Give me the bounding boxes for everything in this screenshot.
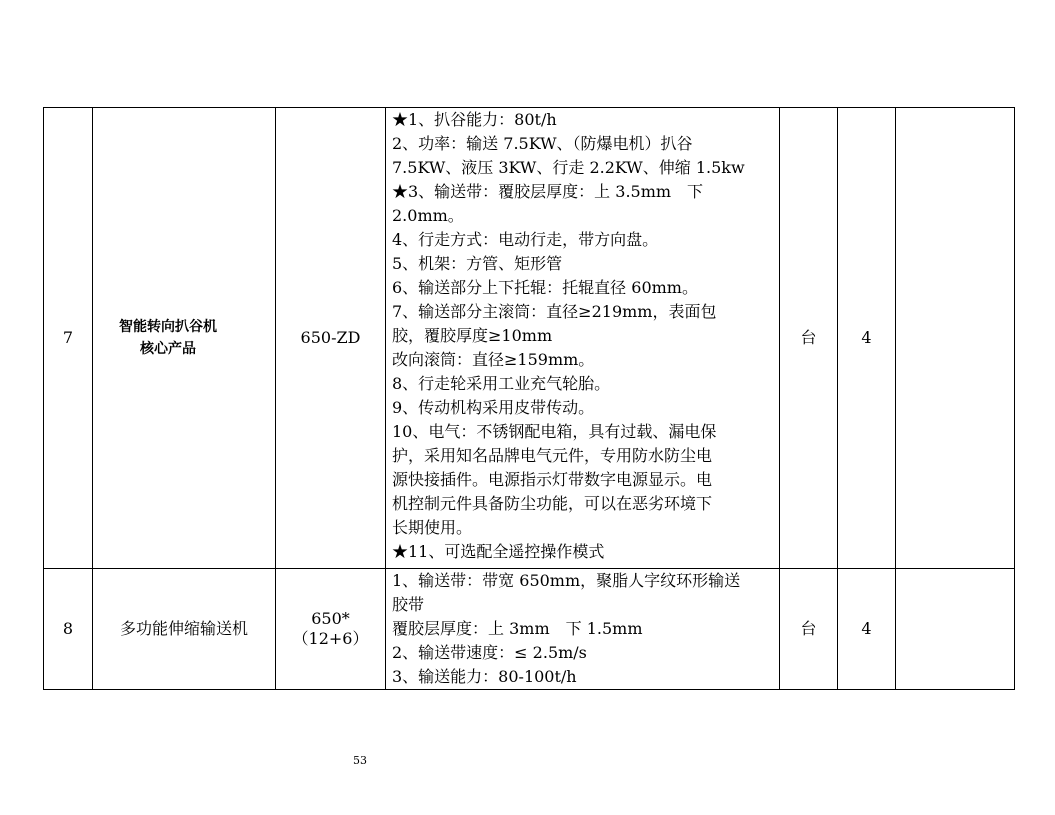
spec-line: 8、行走轮采用工业充气轮胎。 [392, 374, 611, 393]
product-name [93, 108, 276, 569]
spec-line: 护，采用知名品牌电气元件，专用防水防尘电 [392, 446, 713, 465]
model-line: 650* [311, 609, 350, 628]
spec-line: 6、输送部分上下托辊：托辊直径 60mm。 [392, 278, 698, 297]
row-index: 7 [44, 108, 93, 569]
page-number: 53 [353, 754, 367, 767]
spec-line: 7、输送部分主滚筒：直径≥219mm，表面包 [392, 302, 717, 321]
spec-line: 4、行走方式：电动行走，带方向盘。 [392, 230, 659, 249]
spec-line: 1、输送带：带宽 650mm，聚脂人字纹环形输送 [392, 571, 741, 590]
spec-line: ★1、扒谷能力：80t/h [392, 110, 557, 129]
spec-line: 改向滚筒：直径≥159mm。 [392, 350, 595, 369]
model-line: 650-ZD [300, 328, 361, 347]
product-name-line: 智能转向扒谷机 [119, 319, 217, 335]
quantity-cell: 4 [838, 108, 896, 569]
spec-line: 机控制元件具备防尘功能，可以在恶劣环境下 [392, 494, 713, 513]
model-line: （12+6） [292, 629, 369, 648]
spec-line: 5、机架：方管、矩形管 [392, 254, 563, 273]
spec-line: 覆胶层厚度：上 3mm 下 1.5mm [392, 619, 643, 638]
model-number [276, 569, 386, 690]
equipment-spec-table [43, 107, 1015, 690]
remark-cell [896, 108, 1015, 569]
remark-cell [896, 569, 1015, 690]
unit-cell: 台 [780, 108, 838, 569]
spec-cell [386, 569, 780, 690]
row-index: 8 [44, 569, 93, 690]
spec-line: 长期使用。 [392, 518, 473, 537]
quantity-cell: 4 [838, 569, 896, 690]
spec-line: 2、功率：输送 7.5KW、（防爆电机）扒谷 [392, 134, 693, 153]
product-name [93, 569, 276, 690]
product-name-line: 多功能伸缩输送机 [119, 619, 248, 638]
model-number [276, 108, 386, 569]
spec-line: 2.0mm。 [392, 206, 464, 225]
spec-line: 10、电气：不锈钢配电箱，具有过载、漏电保 [392, 422, 717, 441]
spec-cell [386, 108, 780, 569]
unit-cell: 台 [780, 569, 838, 690]
spec-line: 9、传动机构采用皮带传动。 [392, 398, 595, 417]
table-row [44, 108, 1015, 569]
product-name-line: 核心产品 [140, 341, 196, 357]
table-row [44, 569, 1015, 690]
spec-line: 2、输送带速度：≤ 2.5m/s [392, 643, 587, 662]
spec-line: 7.5KW、液压 3KW、行走 2.2KW、伸缩 1.5kw [392, 158, 745, 177]
spec-line: 胶带 [392, 595, 425, 614]
spec-line: 胶，覆胶厚度≥10mm [392, 326, 553, 345]
spec-line: 3、输送能力：80-100t/h [392, 667, 577, 686]
spec-line: ★11、可选配全遥控操作模式 [392, 542, 605, 561]
spec-line: ★3、输送带：覆胶层厚度：上 3.5mm 下 [392, 182, 704, 201]
spec-line: 源快接插件。电源指示灯带数字电源显示。电 [392, 470, 713, 489]
